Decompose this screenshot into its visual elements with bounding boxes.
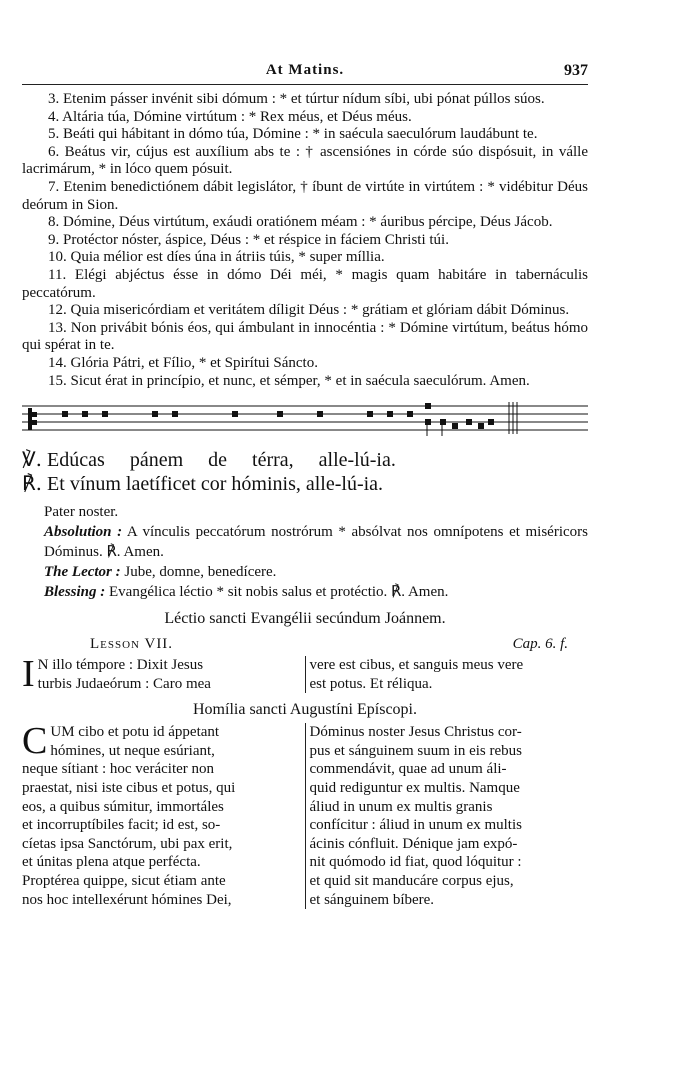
- verse: 10. Quia mélior est díes úna in átriis túis, * super míllia.: [48, 249, 385, 266]
- verse: 12. Quia misericórdiam et veritátem díligit Déus : * grátiam et glóriam dábit Dóminus.: [48, 302, 570, 319]
- text-line: confícitur : áliud in unum ex multis: [309, 817, 522, 834]
- response-text: Et vínum laetíficet cor hóminis, alle-lú-ia.: [47, 473, 384, 496]
- header-title: At Matins.: [265, 62, 345, 78]
- text-line: UM cibo et potu id áppetant: [50, 724, 220, 741]
- chant-notation: [22, 398, 588, 440]
- blessing-label: Blessing :: [44, 584, 106, 601]
- psalm-verses: [22, 91, 588, 390]
- verse: 4. Altária túa, Dómine virtútum : * Rex méus, et Déus méus.: [48, 108, 412, 125]
- text-line: turbis Judaeórum : Caro mea: [37, 675, 211, 692]
- homily-left-column: [22, 720, 306, 909]
- absolution-label: Absolution :: [44, 524, 123, 541]
- blessing-text: Evangélica léctio * sit nobis salus et protéctio. ℟. Amen.: [109, 584, 449, 601]
- homily-right-column: [306, 723, 589, 909]
- lector-label: The Lector :: [44, 564, 121, 581]
- text-line: Proptérea quippe, sicut étiam ante: [22, 873, 226, 890]
- versicle-word: pánem: [129, 449, 184, 472]
- homily-text: [22, 720, 588, 909]
- text-line: et incorruptíbiles facit; id est, so-: [22, 817, 221, 834]
- running-header: [22, 62, 588, 85]
- text-line: ácinis cónfluit. Dénique jam expó-: [309, 835, 518, 852]
- text-line: vere est cibus, et sanguis meus vere: [309, 657, 524, 674]
- text-line: et sánguinem bíbere.: [309, 891, 435, 908]
- versicle-word: de: [208, 449, 228, 472]
- text-line: et únitas plena atque perfécta.: [22, 854, 201, 871]
- text-line: nit quómodo id fiat, quod lóquitur :: [309, 854, 522, 871]
- verse: 5. Beáti qui hábitant in dómo túa, Dómine : * in saécula saeculórum laudábunt te.: [48, 126, 538, 143]
- versicle: [22, 448, 588, 472]
- blessing: [22, 582, 588, 602]
- lesson-heading: [22, 634, 588, 656]
- verse: 13. Non privábit bónis éos, qui ámbulant in innocéntia : * Dómine virtútum, beátus hómo qui spérat in te.: [22, 319, 588, 354]
- text-line: eos, a quibus súmitur, immortáles: [22, 798, 224, 815]
- gospel-dropcap: I: [22, 653, 35, 696]
- gospel-heading: Léctio sancti Evangélii secúndum Joánnem.: [164, 610, 446, 628]
- lector-text: Jube, domne, benedícere.: [124, 564, 277, 581]
- text-line: quid rediguntur ex multis. Namque: [309, 780, 520, 797]
- prayers: [22, 502, 588, 602]
- text-line: commendávit, quae ad unum áli-: [309, 761, 507, 778]
- text-line: N illo témpore : Dixit Jesus: [37, 657, 204, 674]
- chant-staff: [22, 398, 588, 440]
- text-line: cíetas ipsa Sanctórum, ubi pax erit,: [22, 835, 233, 852]
- page-number: 937: [564, 62, 588, 79]
- gospel-right-column: [306, 656, 589, 693]
- text-line: neque sítiant : hoc veráciter non: [22, 761, 215, 778]
- response-symbol: ℟.: [22, 471, 43, 496]
- versicle-word: alle-lú-ia.: [318, 449, 396, 472]
- absolution: [22, 522, 588, 562]
- verse: 11. Elégi abjéctus ésse in dómo Déi méi, * magis quam habitáre in tabernáculis peccatórum.: [22, 266, 588, 301]
- gospel-left-column: [22, 653, 306, 696]
- absolution-text: A vínculis peccatórum nostrórum * absólvat nos omnípotens et miséricors Dóminus. ℟. Amen.: [44, 524, 588, 561]
- verse: 15. Sicut érat in princípio, et nunc, et sémper, * et in saécula saeculórum. Amen.: [48, 372, 530, 389]
- text-line: Dóminus noster Jesus Christus cor-: [309, 724, 522, 741]
- verse: 3. Etenim pásser invénit sibi dómum : * et túrtur nídum síbi, ubi pónat púllos súos.: [48, 91, 545, 107]
- lesson-label: Lesson VII.: [90, 636, 174, 653]
- text-line: pus et sánguinem suum in eis rebus: [309, 742, 522, 759]
- text-line: nos hoc intellexérunt hómines Dei,: [22, 891, 232, 908]
- verse: 7. Etenim benedictiónem dábit legislátor, † íbunt de virtúte in virtútem : * vidébitur Déus deórum in Sion.: [22, 178, 588, 213]
- verse: 8. Dómine, Déus virtútum, exáudi oratiónem méam : * áuribus pércipe, Déus Jácob.: [48, 214, 553, 231]
- versicle-symbol: ℣.: [22, 447, 43, 472]
- homily-dropcap: C: [22, 720, 48, 763]
- pater-noster: Pater noster.: [44, 504, 119, 521]
- response: [22, 472, 588, 496]
- text-line: praestat, nisi iste cibus et potus, qui: [22, 780, 236, 797]
- lesson-ref: Cap. 6. f.: [512, 636, 568, 653]
- gospel-text: [22, 653, 588, 696]
- text-line: est potus. Et réliqua.: [309, 675, 433, 692]
- versicle-word: térra,: [252, 449, 294, 472]
- book-page: [22, 62, 588, 909]
- versicle-word: Edúcas: [47, 449, 105, 472]
- text-line: áliud in unum ex multis granis: [309, 798, 493, 815]
- verse: 6. Beátus vir, cújus est auxílium abs te : † ascensiónes in córde súo dispósuit, in válle lacrimárum, * in lóco quem pósuit.: [22, 143, 588, 178]
- verse: 14. Glória Pátri, et Fílio, * et Spirítui Sáncto.: [48, 354, 318, 371]
- lector: [22, 562, 588, 582]
- text-line: et quid sit manducáre corpus ejus,: [309, 873, 514, 890]
- verse: 9. Protéctor nóster, áspice, Déus : * et réspice in fáciem Christi túi.: [48, 231, 449, 248]
- homily-heading: Homília sancti Augustíni Epíscopi.: [193, 701, 417, 719]
- text-line: hómines, ut neque esúriant,: [50, 742, 215, 759]
